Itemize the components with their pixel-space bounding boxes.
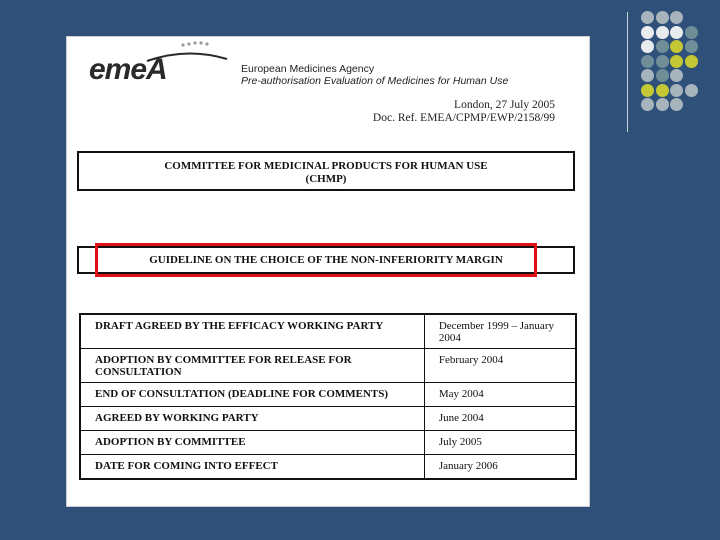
decorative-dot — [656, 98, 669, 111]
doc-ref: Doc. Ref. EMEA/CPMP/EWP/2158/99 — [372, 112, 555, 124]
agency-subtitle: Pre-authorisation Evaluation of Medicines for Human Use — [241, 75, 509, 87]
table-row — [80, 314, 576, 349]
decorative-dot — [641, 26, 654, 39]
decorative-dot — [641, 98, 654, 111]
decorative-dot — [670, 11, 683, 24]
decorative-dot — [670, 69, 683, 82]
table-row — [80, 407, 576, 431]
decorative-dot — [656, 84, 669, 97]
decorative-dot-grid — [641, 11, 720, 121]
decorative-dot — [641, 69, 654, 82]
decorative-dot — [670, 98, 683, 111]
document-meta — [373, 99, 555, 125]
table-row — [80, 349, 576, 383]
decorative-dot — [656, 69, 669, 82]
decorative-dot — [641, 84, 654, 97]
timeline-table — [79, 313, 577, 480]
table-row — [80, 455, 576, 479]
committee-line-2: (CHMP) — [305, 173, 347, 185]
decorative-dot — [641, 40, 654, 53]
decorative-dot — [670, 55, 683, 68]
agency-header — [241, 63, 508, 87]
step-date: December 1999 – January 2004 — [424, 314, 576, 349]
step-label: DATE FOR COMING INTO EFFECT — [80, 455, 424, 479]
emea-logo — [87, 39, 237, 85]
committee-line-1: COMMITTEE FOR MEDICINAL PRODUCTS FOR HUMAN USE — [164, 160, 488, 172]
step-date: July 2005 — [424, 431, 576, 455]
decorative-dot — [670, 26, 683, 39]
committee-box — [77, 151, 575, 191]
step-label: END OF CONSULTATION (DEADLINE FOR COMMENTS) — [80, 383, 424, 407]
table-row — [80, 431, 576, 455]
step-label: ADOPTION BY COMMITTEE FOR RELEASE FOR CONSULTATION — [80, 349, 424, 383]
step-label: AGREED BY WORKING PARTY — [80, 407, 424, 431]
step-label: DRAFT AGREED BY THE EFFICACY WORKING PARTY — [80, 314, 424, 349]
divider-line — [627, 12, 628, 132]
decorative-dot — [656, 11, 669, 24]
highlight-box — [95, 243, 537, 277]
step-date: June 2004 — [424, 407, 576, 431]
table-row — [80, 383, 576, 407]
date-line: London, 27 July 2005 — [454, 99, 555, 111]
document-page — [66, 36, 590, 507]
decorative-dot — [685, 84, 698, 97]
svg-text:emeA: emeA — [89, 53, 167, 85]
decorative-dot — [656, 26, 669, 39]
step-date: May 2004 — [424, 383, 576, 407]
decorative-dot — [641, 55, 654, 68]
decorative-dot — [641, 11, 654, 24]
decorative-dot — [685, 26, 698, 39]
decorative-dot — [656, 55, 669, 68]
decorative-dot — [685, 55, 698, 68]
decorative-dot — [670, 40, 683, 53]
decorative-dot — [685, 40, 698, 53]
decorative-dot — [656, 40, 669, 53]
step-label: ADOPTION BY COMMITTEE — [80, 431, 424, 455]
step-date: February 2004 — [424, 349, 576, 383]
step-date: January 2006 — [424, 455, 576, 479]
agency-name: European Medicines Agency — [241, 63, 375, 75]
guideline-title: GUIDELINE ON THE CHOICE OF THE NON-INFERIORITY MARGIN — [149, 254, 503, 266]
decorative-dot — [670, 84, 683, 97]
